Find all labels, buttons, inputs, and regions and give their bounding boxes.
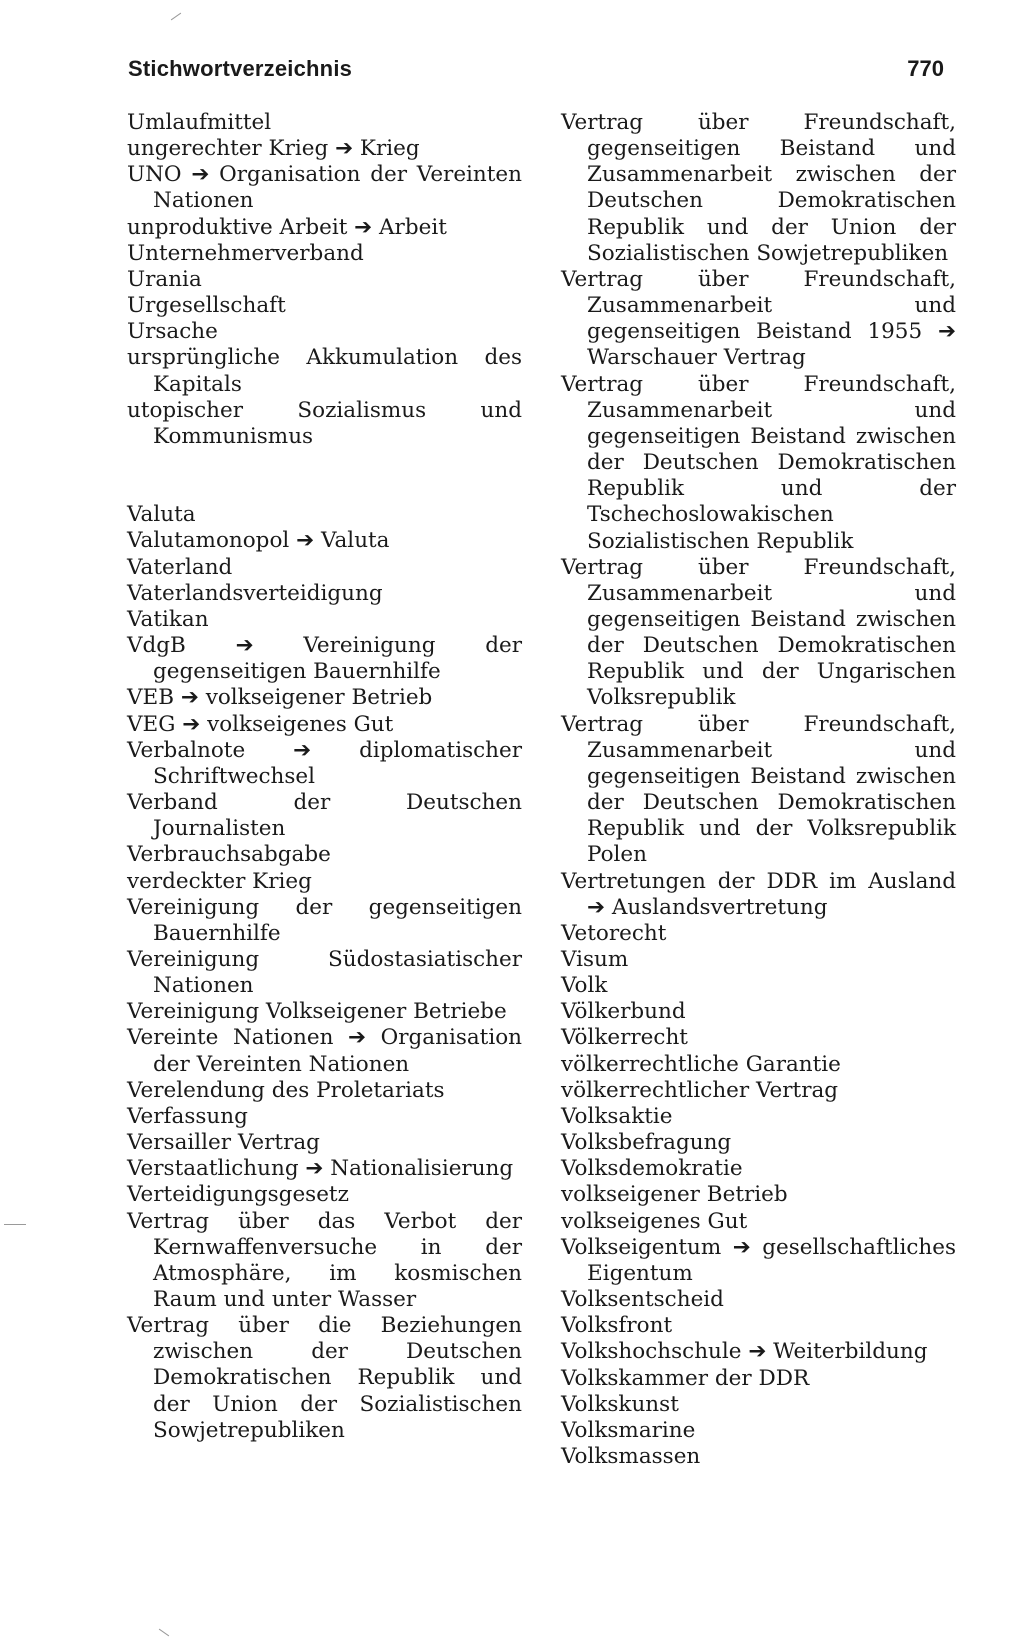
index-entry: Vereinigung Volkseigener Betriebe — [127, 999, 507, 1025]
index-entry: Volksdemokratie — [561, 1156, 743, 1182]
index-entry: ungerechter Krieg ➔ Krieg — [127, 136, 420, 162]
index-entry: Volksmarine — [561, 1417, 696, 1443]
left-column — [127, 110, 522, 1444]
index-entry: unproduktive Arbeit ➔ Arbeit — [127, 214, 447, 240]
index-entry: Vereinigung der gegenseitigen Bauernhilfe — [127, 894, 522, 946]
scan-mark — [159, 1629, 169, 1637]
running-head-title: Stichwortverzeichnis — [128, 56, 353, 81]
index-entry: Vertrag über Freundschaft, Zusammenarbeit und gegenseitigen Beistand zwischen der Deutschen Demokratischen Republik und der Tschechoslowakischen Sozialistischen Republik — [561, 371, 956, 554]
index-entry: Verteidigungsgesetz — [127, 1182, 349, 1208]
index-entry: Vaterlandsverteidigung — [127, 580, 383, 606]
index-entry: VEG ➔ volkseigenes Gut — [127, 711, 394, 737]
entry-group-v — [127, 502, 522, 1444]
index-entry: Volkseigentum ➔ gesellschaftliches Eigentum — [561, 1234, 956, 1286]
index-entry: Ursache — [127, 319, 218, 345]
index-entry: Volk — [561, 973, 608, 999]
index-entry: Volksentscheid — [561, 1287, 724, 1313]
index-entry: Volkskunst — [561, 1391, 679, 1417]
index-entry: Volksfront — [561, 1313, 673, 1339]
index-entry: Urgesellschaft — [127, 293, 286, 319]
index-entry: Unternehmerverband — [127, 240, 364, 266]
index-entry: Vertrag über Freundschaft, Zusammenarbeit und gegenseitigen Beistand zwischen der Deutschen Demokratischen Republik und der Ungarischen Volksrepublik — [561, 554, 956, 711]
index-entry: Verbrauchsabgabe — [127, 842, 331, 868]
index-entry: Vertrag über Freundschaft, Zusammenarbeit und gegenseitigen Beistand zwischen der Deutschen Demokratischen Republik und der Volksrepublik Polen — [561, 711, 956, 868]
index-entry: Volksmassen — [561, 1443, 701, 1469]
index-entry: völkerrechtliche Garantie — [561, 1051, 841, 1077]
right-column — [561, 110, 956, 1470]
index-entry: Vereinte Nationen ➔ Organisation der Vereinten Nationen — [127, 1025, 522, 1077]
index-entry: volkseigener Betrieb — [561, 1182, 788, 1208]
index-entry: UNO ➔ Organisation der Vereinten Nationen — [127, 162, 522, 214]
index-entry: Verband der Deutschen Journalisten — [127, 790, 522, 842]
letter-gap — [127, 450, 522, 502]
index-entry: Urania — [127, 266, 202, 292]
index-entry: Volksbefragung — [561, 1130, 732, 1156]
index-entry: Verbalnote ➔ diplomatischer Schriftwechsel — [127, 737, 522, 789]
index-entry: Volkskammer der DDR — [561, 1365, 810, 1391]
scan-mark — [4, 1224, 26, 1225]
index-entry: Valutamonopol ➔ Valuta — [127, 528, 390, 554]
index-entry: Visum — [561, 947, 629, 972]
index-entry: Umlaufmittel — [127, 110, 272, 135]
index-entry: Völkerbund — [561, 999, 686, 1025]
index-entry: Vereinigung Südostasiatischer Nationen — [127, 946, 522, 999]
index-entry: Vertrag über Freundschaft, Zusammenarbeit und gegenseitigen Beistand 1955 ➔ Warschauer Vertrag — [561, 266, 956, 371]
index-entry: Vatikan — [127, 606, 209, 632]
index-entry: Versailler Vertrag — [127, 1130, 320, 1156]
index-entry: Völkerrecht — [561, 1025, 688, 1051]
index-entry: verdeckter Krieg — [127, 868, 312, 894]
index-entry: Volkshochschule ➔ Weiterbildung — [561, 1339, 928, 1365]
index-entry: völkerrechtlicher Vertrag — [561, 1077, 839, 1103]
index-entry: Vetorecht — [561, 920, 667, 946]
index-entry: Vertretungen der DDR im Ausland ➔ Auslandsvertretung — [561, 868, 956, 920]
index-entry: ursprüngliche Akkumulation des Kapitals — [127, 345, 522, 397]
page-number: 770 — [907, 56, 944, 81]
index-entry: Vertrag über Freundschaft, gegenseitigen Beistand und Zusammenarbeit zwischen der Deutschen Demokratischen Republik und der Union der Sozialistischen Sowjetrepubliken — [561, 110, 956, 266]
index-entry: Vertrag über das Verbot der Kernwaffenversuche in der Atmosphäre, im kosmischen Raum und unter Wasser — [127, 1208, 522, 1313]
index-entry: Vaterland — [127, 554, 233, 580]
index-entry: Verstaatlichung ➔ Nationalisierung — [127, 1156, 514, 1182]
entry-group-u — [127, 110, 522, 450]
index-entry: utopischer Sozialismus und Kommunismus — [127, 397, 522, 449]
index-entry: Verfassung — [127, 1103, 248, 1129]
index-entry: Vertrag über die Beziehungen zwischen der Deutschen Demokratischen Republik und der Union der Sozialistischen Sowjetrepubliken — [127, 1313, 522, 1443]
scan-mark — [171, 13, 181, 21]
index-entry: VEB ➔ volkseigener Betrieb — [127, 685, 433, 711]
index-entry: Valuta — [127, 502, 196, 528]
index-entry: Verelendung des Proletariats — [127, 1077, 445, 1103]
index-entry: volkseigenes Gut — [561, 1208, 748, 1234]
index-entry: Volksaktie — [561, 1103, 673, 1129]
index-entry: VdgB ➔ Vereinigung der gegenseitigen Bauernhilfe — [127, 633, 522, 685]
